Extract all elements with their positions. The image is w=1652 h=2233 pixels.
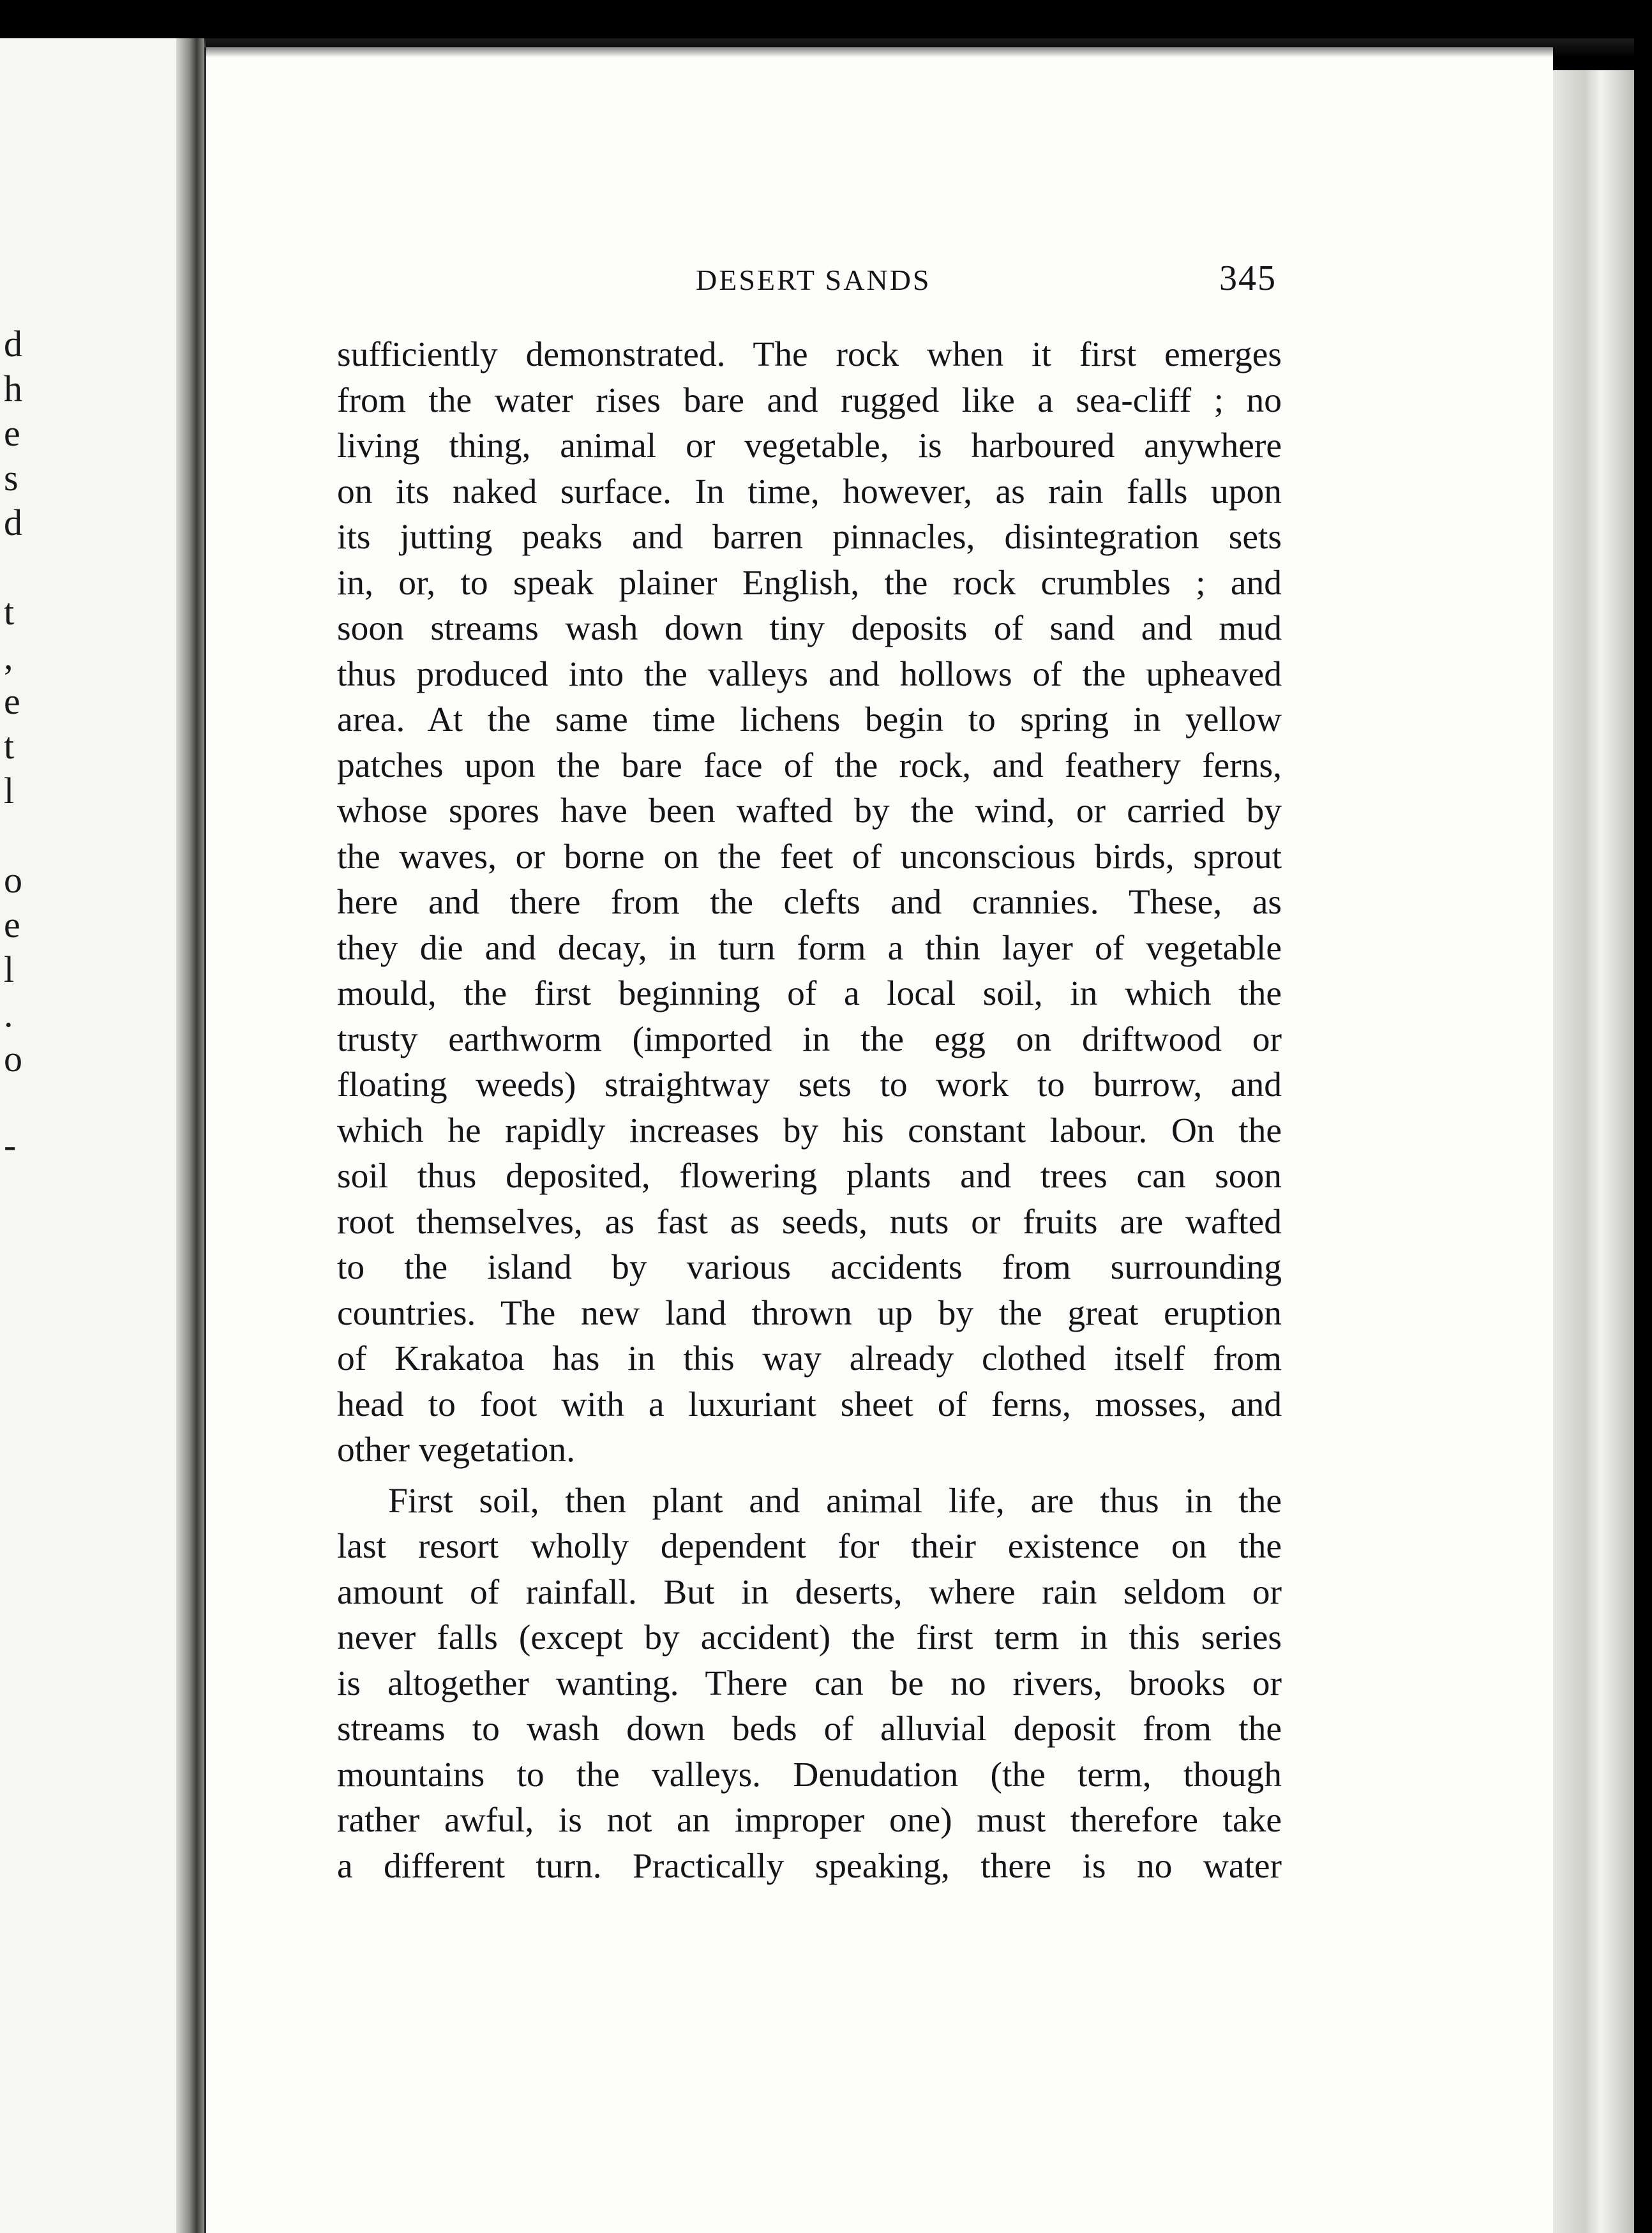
text-line: living thing, animal or vegetable, is harboured anywhere — [337, 426, 1282, 465]
margin-letter: t — [4, 591, 15, 633]
margin-letter: e — [4, 904, 20, 945]
text-line: mould, the first beginning of a local soil, in which the — [337, 974, 1282, 1013]
margin-letter: o — [4, 859, 22, 901]
text-line: the waves, or borne on the feet of unconscious birds, sprout — [337, 837, 1282, 876]
paragraph — [337, 332, 1282, 1473]
text-line: of Krakatoa has in this way already clothed itself from — [337, 1339, 1282, 1378]
text-line: sufficiently demonstrated. The rock when it first emerges — [337, 335, 1282, 374]
paragraph — [337, 1478, 1282, 1890]
text-line: root themselves, as fast as seeds, nuts or fruits are wafted — [337, 1202, 1282, 1242]
text-line: here and there from the clefts and crannies. These, as — [337, 883, 1282, 922]
margin-letter: h — [4, 368, 22, 409]
margin-letter: e — [4, 680, 20, 722]
running-title: DESERT SANDS — [696, 264, 931, 296]
text-line: from the water rises bare and rugged like a sea-cliff ; no — [337, 380, 1282, 420]
text-line: soil thus deposited, flowering plants and trees can soon — [337, 1157, 1282, 1196]
text-line: patches upon the bare face of the rock, and feathery ferns, — [337, 746, 1282, 785]
book-gutter — [176, 38, 206, 2233]
margin-letter: d — [4, 323, 22, 365]
text-line: First soil, then plant and animal life, are thus in the — [388, 1481, 1282, 1521]
text-line: head to foot with a luxuriant sheet of ferns, mosses, and — [337, 1385, 1282, 1424]
text-line: its jutting peaks and barren pinnacles, disintegration sets — [337, 518, 1282, 557]
margin-letter: l — [4, 949, 15, 990]
margin-letter: s — [4, 457, 19, 499]
text-line: area. At the same time lichens begin to spring in yellow — [337, 700, 1282, 739]
text-line: to the island by various accidents from surrounding — [337, 1248, 1282, 1287]
margin-letter: l — [4, 770, 15, 811]
body-text — [337, 332, 1282, 1889]
margin-letter: - — [4, 1124, 17, 1166]
text-line: streams to wash down beds of alluvial deposit from the — [337, 1710, 1282, 1748]
text-line: rather awful, is not an improper one) must therefore take — [337, 1801, 1282, 1840]
margin-letter: . — [4, 993, 13, 1035]
margin-letter: e — [4, 412, 20, 454]
page-edge-strip — [1551, 70, 1634, 2233]
text-line: is altogether wanting. There can be no rivers, brooks or — [337, 1664, 1282, 1703]
margin-letter: o — [4, 1038, 22, 1079]
text-line: a different turn. Practically speaking, there is no water — [337, 1846, 1282, 1886]
text-line: last resort wholly dependent for their existence on the — [337, 1527, 1282, 1566]
top-shadow — [204, 38, 1634, 57]
paragraph-gap — [337, 1473, 1282, 1478]
page-number: 345 — [1219, 259, 1277, 298]
margin-letter: d — [4, 502, 22, 543]
text-line: thus produced into the valleys and hollows of the upheaved — [337, 654, 1282, 694]
text-line: mountains to the valleys. Denudation (the term, though — [337, 1755, 1282, 1794]
previous-page — [0, 38, 185, 2233]
text-line: whose spores have been wafted by the wind, or carried by — [337, 792, 1282, 831]
text-line: soon streams wash down tiny deposits of sand and mud — [337, 609, 1282, 648]
margin-letter: , — [4, 636, 13, 677]
text-line: other vegetation. — [337, 1431, 575, 1470]
margin-letter: t — [4, 725, 15, 767]
text-line: on its naked surface. In time, however, as rain falls upon — [337, 472, 1282, 511]
text-line: trusty earthworm (imported in the egg on driftwood or — [337, 1019, 1282, 1059]
text-line: floating weeds) straightway sets to work to burrow, and — [337, 1065, 1282, 1104]
text-line: countries. The new land thrown up by the great eruption — [337, 1293, 1282, 1333]
previous-page-margin-letters — [0, 38, 38, 2233]
text-line: which he rapidly increases by his constant labour. On the — [337, 1111, 1282, 1150]
text-line: they die and decay, in turn form a thin layer of vegetable — [337, 928, 1282, 968]
text-line: in, or, to speak plainer English, the rock crumbles ; and — [337, 563, 1282, 603]
text-line: amount of rainfall. But in deserts, where rain seldom or — [337, 1572, 1282, 1612]
text-line: never falls (except by accident) the first term in this series — [337, 1618, 1282, 1657]
